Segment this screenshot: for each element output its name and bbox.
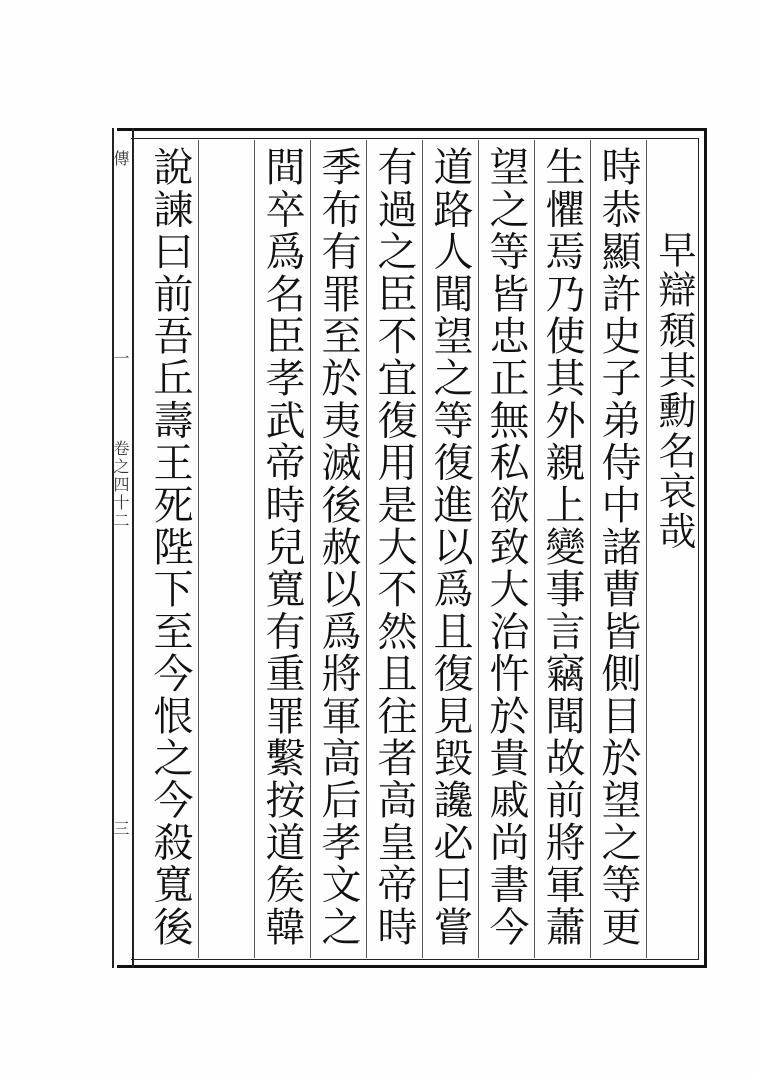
column-rule <box>366 140 367 958</box>
column-rule <box>478 140 479 958</box>
column-rule <box>422 140 423 958</box>
column-rule <box>590 140 591 958</box>
text-column-2: 時恭顯許史子弟侍中諸曹皆側目於望之等更 <box>595 146 641 948</box>
text-column-4: 望之等皆忠正無私欲致大治忤於貴戚尚書今 <box>483 146 529 948</box>
column-rule <box>254 140 255 958</box>
margin-text-bottom: 三 <box>111 820 130 838</box>
column-rule <box>198 140 199 958</box>
margin-text-top: 傳 <box>111 150 130 168</box>
page-margin-strip <box>112 128 134 968</box>
column-rule <box>534 140 535 958</box>
text-column-5: 道路人聞望之等復進以爲且復見毀讒必曰嘗 <box>427 146 473 948</box>
text-column-8: 間卒爲名臣孝武帝時兒寬有重罪繫按道矦韓 <box>259 146 305 948</box>
text-column-9: 說諫曰前吾丘壽王死陛下至今恨之今殺寬後 <box>147 146 193 948</box>
column-rule <box>646 140 647 958</box>
text-column-6: 有過之臣不宜復用是大不然且往者高皇帝時 <box>371 146 417 948</box>
text-column-7: 季布有罪至於夷滅後赦以爲將軍高后孝文之 <box>315 146 361 948</box>
text-column-3: 生懼焉乃使其外親上變事言竊聞故前將軍蕭 <box>539 146 585 948</box>
margin-text-middle: 一 <box>111 350 130 368</box>
margin-text-volume: 卷之四十二 <box>111 440 130 530</box>
column-rule <box>310 140 311 958</box>
text-column-1: 早辯頹其勳名哀哉 <box>652 230 696 552</box>
